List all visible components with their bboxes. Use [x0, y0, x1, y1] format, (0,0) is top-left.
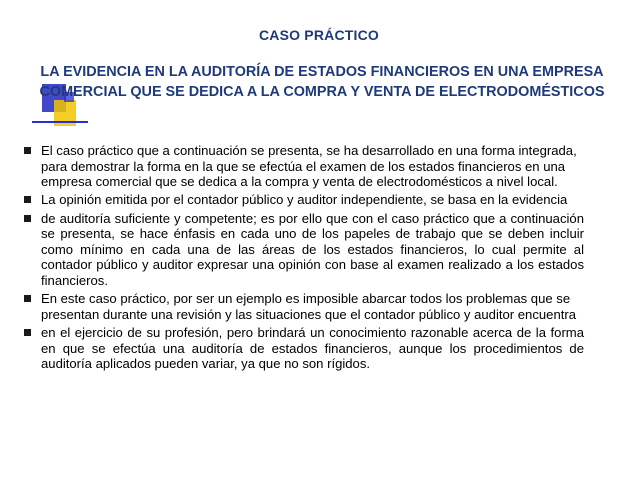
bullet-icon [24, 147, 31, 154]
decorative-line [32, 121, 88, 123]
bullet-text: en el ejercicio de su profesión, pero brindará un conocimiento razonable acerca de la forma en que se efectúa una auditoría de estados financieros, aunque los procedimientos de auditoría aplicados pueden variar, ya que no son rígidos. [41, 324, 584, 372]
slide-title: CASO PRÁCTICO [258, 27, 380, 43]
bullet-text: En este caso práctico, por ser un ejemplo es imposible abarcar todos los problemas que se presentan durante una revisión y las situaciones que el contador público y auditor encuentra [41, 291, 577, 322]
bullet-item [24, 325, 584, 372]
bullet-item [24, 291, 584, 322]
bullet-text: El caso práctico que a continuación se presenta, se ha desarrollado en una forma integrada, para demostrar la forma en la que se efectúa el examen de los estados financieros en una empresa comercial que se dedica a la compra y venta de electrodomésticos a nivel local. [41, 143, 577, 190]
bullet-icon [24, 329, 31, 336]
bullet-list [24, 143, 584, 374]
bullet-item [24, 143, 584, 190]
bullet-item [24, 192, 584, 208]
bullet-text: de auditoría suficiente y competente; es por ello que con el caso práctico que a continuación se presenta, se hace énfasis en cada uno de los papeles de trabajo que se deben incluir como mínimo en cada una de las áreas de los estados financieros, lo cual permite al contador público y auditor expresar una opinión con base al examen realizado a los estados financieros. [41, 210, 584, 288]
slide-heading: LA EVIDENCIA EN LA AUDITORÍA DE ESTADOS FINANCIEROS EN UNA EMPRESA COMERCIAL QUE SE DEDICA A LA COMPRA Y VENTA DE ELECTRODOMÉSTICOS [39, 64, 605, 100]
bullet-icon [24, 295, 31, 302]
bullet-text: La opinión emitida por el contador público y auditor independiente, se basa en la evidencia [41, 192, 568, 208]
bullet-icon [24, 215, 31, 222]
bullet-icon [24, 196, 31, 203]
bullet-item [24, 211, 584, 289]
